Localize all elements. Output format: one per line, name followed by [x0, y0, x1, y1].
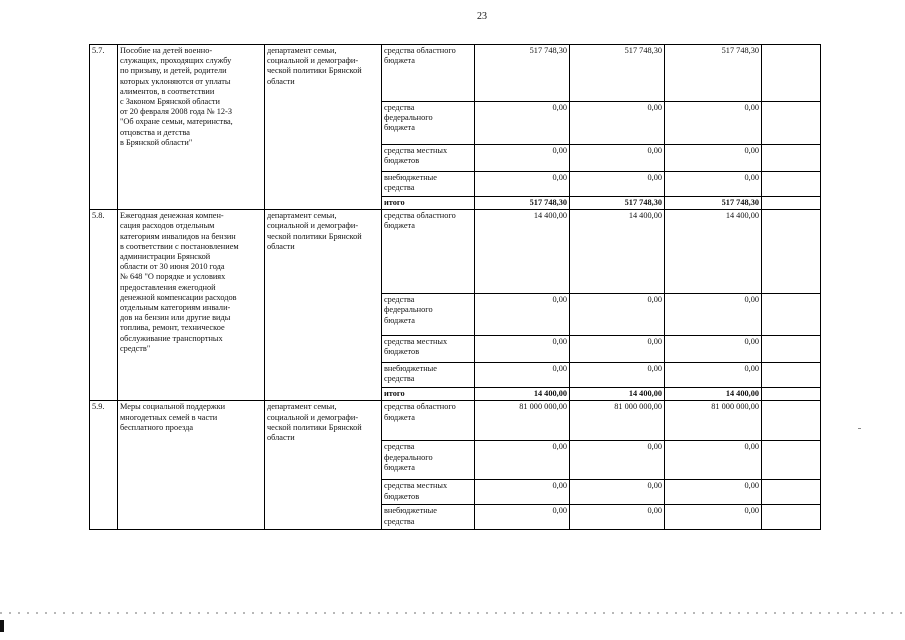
funding-source: средства местных бюджетов: [382, 480, 475, 505]
amount-year-3: 0,00: [665, 505, 762, 530]
funding-source: средства местных бюджетов: [382, 145, 475, 172]
amount-year-3: 14 400,00: [665, 388, 762, 401]
amount-year-2: 0,00: [570, 172, 665, 197]
funding-source: средства федерального бюджета: [382, 294, 475, 336]
scan-artifact-line: [0, 612, 905, 614]
amount-year-2: 14 400,00: [570, 388, 665, 401]
amount-year-2: 517 748,30: [570, 197, 665, 210]
empty-cell: [762, 102, 821, 145]
table-row: [90, 45, 821, 102]
page-number: 23: [477, 11, 487, 22]
amount-year-3: 14 400,00: [665, 210, 762, 294]
funding-source: итого: [382, 388, 475, 401]
funding-source: средства федерального бюджета: [382, 441, 475, 480]
amount-year-2: 0,00: [570, 441, 665, 480]
responsible-department: департамент семьи, социальной и демографи- ческой политики Брянской области: [265, 45, 382, 210]
responsible-department: департамент семьи, социальной и демографи- ческой политики Брянской области: [265, 210, 382, 401]
amount-year-1: 517 748,30: [475, 197, 570, 210]
empty-cell: [762, 172, 821, 197]
amount-year-1: 517 748,30: [475, 45, 570, 102]
amount-year-2: 0,00: [570, 102, 665, 145]
amount-year-3: 0,00: [665, 441, 762, 480]
amount-year-3: 0,00: [665, 294, 762, 336]
empty-cell: [762, 480, 821, 505]
budget-table: [89, 44, 821, 530]
amount-year-1: 0,00: [475, 363, 570, 388]
amount-year-1: 0,00: [475, 172, 570, 197]
item-description: Пособие на детей военно- служащих, проходящих службу по призыву, и детей, родители которых уклоняются от уплаты алиментов, в соответствии с Законом Брянской области от 20 февраля 2008 года № 12-З "Об охране семьи, материнства, отцовства и детства в Брянской области": [118, 45, 265, 210]
empty-cell: [762, 145, 821, 172]
empty-cell: [762, 388, 821, 401]
amount-year-1: 0,00: [475, 441, 570, 480]
item-number: 5.8.: [90, 210, 118, 401]
amount-year-3: 0,00: [665, 102, 762, 145]
empty-cell: [762, 45, 821, 102]
amount-year-2: 0,00: [570, 505, 665, 530]
funding-source: средства местных бюджетов: [382, 336, 475, 363]
funding-source: средства федерального бюджета: [382, 102, 475, 145]
scan-artifact: [858, 428, 861, 429]
funding-source: внебюджетные средства: [382, 505, 475, 530]
amount-year-1: 0,00: [475, 145, 570, 172]
funding-source: внебюджетные средства: [382, 363, 475, 388]
empty-cell: [762, 401, 821, 441]
funding-source: средства областного бюджета: [382, 210, 475, 294]
amount-year-1: 0,00: [475, 102, 570, 145]
empty-cell: [762, 210, 821, 294]
funding-source: средства областного бюджета: [382, 45, 475, 102]
empty-cell: [762, 197, 821, 210]
item-number: 5.9.: [90, 401, 118, 530]
funding-source: итого: [382, 197, 475, 210]
funding-source: внебюджетные средства: [382, 172, 475, 197]
amount-year-2: 0,00: [570, 480, 665, 505]
amount-year-2: 517 748,30: [570, 45, 665, 102]
amount-year-3: 0,00: [665, 480, 762, 505]
amount-year-3: 0,00: [665, 145, 762, 172]
table-body: [90, 45, 821, 530]
empty-cell: [762, 441, 821, 480]
table-row: [90, 401, 821, 441]
empty-cell: [762, 336, 821, 363]
amount-year-1: 81 000 000,00: [475, 401, 570, 441]
amount-year-2: 0,00: [570, 145, 665, 172]
amount-year-3: 81 000 000,00: [665, 401, 762, 441]
responsible-department: департамент семьи, социальной и демографи- ческой политики Брянской области: [265, 401, 382, 530]
amount-year-1: 0,00: [475, 294, 570, 336]
amount-year-2: 0,00: [570, 363, 665, 388]
table-row: [90, 210, 821, 294]
amount-year-2: 0,00: [570, 294, 665, 336]
amount-year-3: 0,00: [665, 363, 762, 388]
amount-year-1: 14 400,00: [475, 388, 570, 401]
scan-edge-mark: [0, 620, 4, 632]
amount-year-2: 14 400,00: [570, 210, 665, 294]
empty-cell: [762, 505, 821, 530]
empty-cell: [762, 294, 821, 336]
amount-year-1: 0,00: [475, 336, 570, 363]
amount-year-1: 14 400,00: [475, 210, 570, 294]
amount-year-3: 517 748,30: [665, 45, 762, 102]
funding-source: средства областного бюджета: [382, 401, 475, 441]
amount-year-3: 517 748,30: [665, 197, 762, 210]
amount-year-1: 0,00: [475, 505, 570, 530]
empty-cell: [762, 363, 821, 388]
amount-year-2: 81 000 000,00: [570, 401, 665, 441]
item-number: 5.7.: [90, 45, 118, 210]
item-description: Меры социальной поддержки многодетных семей в части бесплатного проезда: [118, 401, 265, 530]
amount-year-3: 0,00: [665, 172, 762, 197]
amount-year-2: 0,00: [570, 336, 665, 363]
item-description: Ежегодная денежная компен- сация расходов отдельным категориям инвалидов на бензин в соответствии с постановлением администрации Брянской области от 30 июня 2010 года № 648 "О порядке и условиях предоставления ежегодной денежной компенсации расходов отдельным категориям инвали- дов на бензин или другие виды топлива, ремонт, техническое обслуживание транспортных средств": [118, 210, 265, 401]
amount-year-1: 0,00: [475, 480, 570, 505]
amount-year-3: 0,00: [665, 336, 762, 363]
